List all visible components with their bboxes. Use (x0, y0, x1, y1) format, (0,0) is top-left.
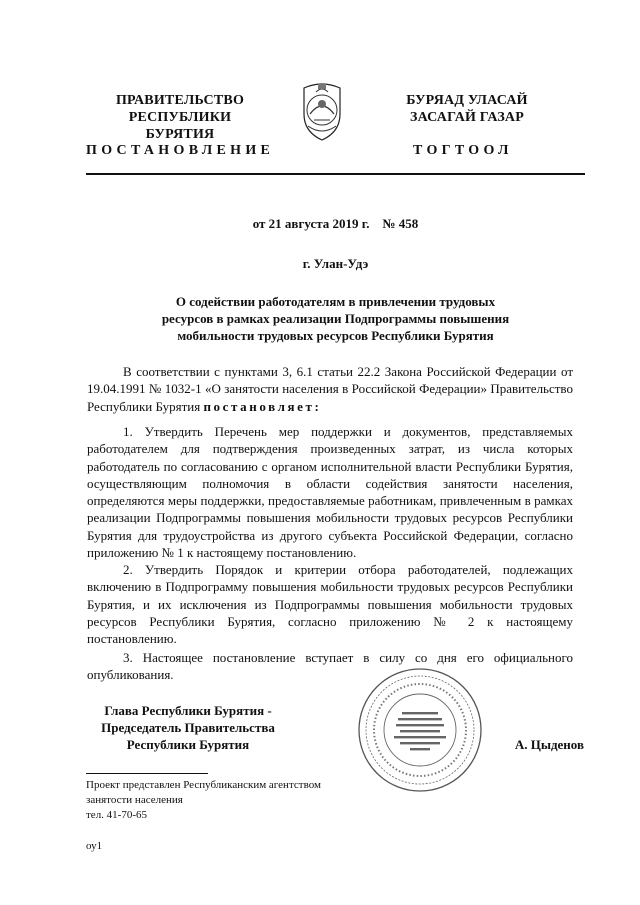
item-3-text: 3. Настоящее постановление вступает в силу со дня его официального опубликования. (87, 650, 573, 683)
right-doctype: ТОГТООЛ (413, 143, 513, 158)
footnote (86, 778, 321, 823)
item-3-paragraph (87, 649, 573, 684)
signatory-name: А. Цыденов (514, 737, 584, 752)
item-2-paragraph (87, 561, 573, 647)
footnote-line2: занятости населения (86, 794, 183, 806)
left-header-line1: ПРАВИТЕЛЬСТВО (115, 93, 245, 108)
right-header-line1: БУРЯАД УЛАСАЙ (406, 93, 528, 108)
coat-of-arms-icon (296, 80, 348, 146)
left-doctype: ПОСТАНОВЛЕНИЕ (86, 143, 275, 158)
title-line3: мобильности трудовых ресурсов Республики Бурятия (177, 328, 494, 343)
preamble-text: В соответствии с пунктами 3, 6.1 статьи 22.2 Закона Российской Федерации от 19.04.1991 № 1032-1 «О занятости населения в Российской Федерации» Правительство Республики Бурятия (87, 364, 573, 414)
footnote-line3: тел. 41-70-65 (86, 809, 148, 821)
left-header (100, 92, 260, 143)
footnote-line1: Проект представлен Республиканским агентством (86, 779, 321, 791)
position-line1: Глава Республики Бурятия - (104, 703, 272, 718)
item-2-text: 2. Утвердить Порядок и критерии отбора работодателей, подлежащих включению в Подпрограмму повышения мобильности трудовых ресурсов Республики Бурятия, и их исключения из Подпрограммы повышения мобильности трудовых ресурсов Республики Бурятия, согласно приложению № 2 к настоящему постановлению. (87, 562, 573, 647)
document-title (86, 293, 585, 344)
item-1-paragraph (87, 423, 573, 561)
position-line2: Председатель Правительства (101, 720, 275, 735)
document-code: оу1 (86, 840, 103, 852)
header-dotted-rule (86, 177, 585, 179)
title-line2: ресурсов в рамках реализации Подпрограммы повышения (161, 311, 510, 326)
city: г. Улан-Удэ (302, 256, 369, 271)
header-rule (86, 173, 585, 175)
preamble-paragraph (87, 363, 573, 415)
title-line1: О содействии работодателям в привлечении трудовых (175, 294, 496, 309)
left-header-line2: РЕСПУБЛИКИ БУРЯТИЯ (128, 110, 232, 142)
item-1-text: 1. Утвердить Перечень мер поддержки и документов, представляемых работодателем для подтверждения произведенных затрат, из числа которых работодатель по согласованию с органом исполнительной власти Республики Бурятия, осуществляющим полномочия в области содействия занятости населения, определяются меры поддержки, предоставляемые работникам, привлеченным в рамках реализации Подпрограммы повышения мобильности трудовых ресурсов Республики Бурятия для трудоустройства из другого субъекта Российской Федерации, согласно приложению № 1 к настоящему постановлению. (87, 424, 573, 561)
date-number: от 21 августа 2019 г. № 458 (252, 216, 419, 231)
signatory-position (78, 702, 298, 753)
position-line3: Республики Бурятия (126, 737, 250, 752)
resolves-word: постановляет: (203, 398, 322, 414)
right-header-line2: ЗАСАГАЙ ГАЗАР (409, 110, 524, 125)
right-header (392, 92, 542, 126)
footnote-rule (86, 773, 208, 774)
official-seal-stamp (356, 666, 484, 794)
